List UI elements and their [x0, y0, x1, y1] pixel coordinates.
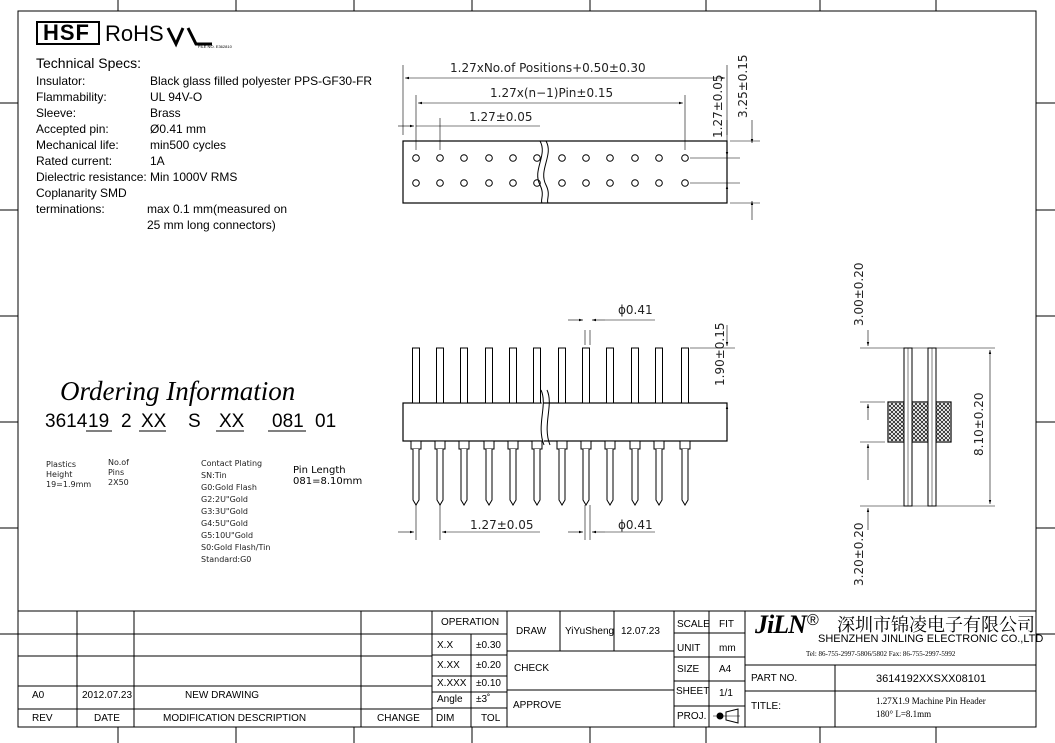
- spec-value: UL 94V-O: [150, 90, 203, 104]
- rohs-logo: RoHS: [105, 21, 164, 46]
- spec-value: Min 1000V RMS: [150, 170, 238, 184]
- ordering-note-line: S0:Gold Flash/Tin: [201, 543, 271, 552]
- tb-draw-date: 12.07.23: [621, 626, 660, 637]
- spec-label: Sleeve:: [36, 106, 77, 120]
- registered-mark: ®: [807, 612, 819, 629]
- ordering-code-part: 01: [315, 411, 337, 432]
- tb-drawer: YiYuSheng: [565, 626, 615, 637]
- ordering-note-line: Pin Length: [293, 465, 346, 476]
- rev-date-value: 2012.07.23: [82, 690, 133, 701]
- ordering-code-part: 081: [272, 411, 304, 432]
- dim-pin-diameter-bottom: ϕ0.41: [618, 518, 653, 532]
- dim-top-height: 1.90±0.15: [713, 322, 727, 386]
- dim-width: 3.25±0.15: [736, 54, 750, 118]
- ordering-note-line: Plastics: [46, 460, 77, 469]
- hsf-logo: HSF: [43, 20, 90, 45]
- tb-tol-label: TOL: [481, 713, 501, 724]
- tb-scale-value: FIT: [719, 619, 734, 630]
- spec-value: Brass: [150, 106, 181, 120]
- spec-label: Accepted pin:: [36, 122, 109, 136]
- ordering-code-part: 19: [88, 411, 110, 432]
- ordering-note-line: 081=8.10mm: [293, 476, 363, 487]
- ordering-contact-plating: [201, 458, 270, 566]
- company-name-cn: 深圳市锦凌电子有限公司: [837, 615, 1035, 636]
- company-contact: Tel: 86-755-2997-5806/5802 Fax: 86-755-2997-5992: [806, 650, 956, 658]
- dim-top-pitch: 1.27±0.05: [469, 110, 533, 124]
- tb-unit-label: UNIT: [677, 643, 701, 654]
- ordering-note-line: SN:Tin: [201, 471, 227, 480]
- tol-dim: X.X: [437, 640, 454, 651]
- dim-side-bottom: 3.20±0.20: [852, 522, 866, 586]
- ordering-note-line: G4:5U"Gold: [201, 519, 249, 528]
- tb-title-line1: 1.27X1.9 Machine Pin Header: [876, 696, 986, 706]
- dim-row-pitch: 1.27±0.05: [711, 74, 725, 138]
- tb-operation: OPERATION: [441, 617, 500, 628]
- ordering-note-line: G5:10U"Gold: [201, 531, 254, 540]
- ordering-note-line: 2X50: [108, 478, 129, 487]
- spec-label: Dielectric resistance:: [36, 170, 147, 184]
- spec-value: min500 cycles: [150, 138, 227, 152]
- ordering-note-line: G2:2U"Gold: [201, 495, 249, 504]
- ordering-code-part: S: [188, 411, 201, 432]
- dim-side-top: 3.00±0.20: [852, 262, 866, 326]
- tb-size-value: A4: [719, 664, 732, 675]
- spec-value: Ø0.41 mm: [150, 122, 207, 136]
- tb-sheet-value: 1/1: [719, 688, 733, 699]
- dim-pins-length: 1.27x(n−1)Pin±0.15: [490, 86, 614, 100]
- tb-change-label: CHANGE: [377, 713, 420, 724]
- tb-rev-label: REV: [32, 713, 53, 724]
- ul-file-number: FILE NO. E362810: [198, 44, 232, 49]
- ordering-title: Ordering Information: [60, 376, 296, 406]
- company-logo: JiLN: [755, 610, 806, 639]
- specs-title: Technical Specs:: [36, 55, 142, 71]
- rev-value: A0: [32, 690, 45, 701]
- tb-proj-label: PROJ.: [677, 711, 707, 722]
- tb-title-line2: 180° L=8.1mm: [876, 709, 932, 719]
- company-name-en: SHENZHEN JINLING ELECTRONIC CO.,LTD: [818, 633, 1044, 645]
- tb-title-label: TITLE:: [751, 701, 782, 712]
- dim-pin-diameter-top: ϕ0.41: [618, 303, 653, 317]
- ordering-note-line: Contact Plating: [201, 459, 263, 468]
- tol-dim: Angle: [437, 694, 463, 705]
- dim-total-length: 1.27xNo.of Positions+0.50±0.30: [450, 61, 646, 75]
- ordering-note-line: Height: [46, 470, 73, 479]
- front-view: [398, 320, 735, 540]
- tb-modification-label: MODIFICATION DESCRIPTION: [163, 713, 307, 724]
- spec-value: 25 mm long connectors): [147, 218, 276, 232]
- spec-label: Mechanical life:: [36, 138, 119, 152]
- ordering-plastics-height: [46, 460, 91, 490]
- tb-part-no: 3614192XXSXX08101: [876, 673, 987, 685]
- projection-icon: [713, 709, 740, 723]
- spec-label: Coplanarity SMD: [36, 186, 127, 200]
- tol-value: ±0.20: [476, 660, 501, 671]
- ordering-note-line: No.of: [108, 458, 129, 467]
- tb-unit-value: mm: [719, 643, 736, 654]
- tol-dim: X.XXX: [437, 678, 467, 689]
- ordering-code-part: XX: [219, 411, 245, 432]
- tb-approve-label: APPROVE: [513, 700, 562, 711]
- ordering-pin-count: [108, 458, 129, 488]
- ul-mark-icon: [168, 28, 212, 44]
- spec-label: Insulator:: [36, 74, 86, 88]
- ordering-note-line: Standard:G0: [201, 555, 252, 564]
- ordering-note-line: Pins: [108, 468, 125, 477]
- rev-description-value: NEW DRAWING: [185, 690, 260, 701]
- tb-check-label: CHECK: [514, 663, 550, 674]
- tb-scale-label: SCALE: [677, 619, 710, 630]
- tb-sheet-label: SHEET: [676, 686, 710, 697]
- tb-part-no-label: PART NO.: [751, 673, 798, 684]
- spec-value: Black glass filled polyester PPS-GF30-FR: [150, 74, 373, 88]
- ordering-note-line: G3:3U"Gold: [201, 507, 249, 516]
- spec-label: Flammability:: [36, 90, 107, 104]
- tb-dim-label: DIM: [436, 713, 455, 724]
- spec-value: 1A: [150, 154, 165, 168]
- ordering-code-part: 2: [121, 411, 132, 432]
- tol-value: ±0.30: [476, 640, 501, 651]
- tol-value: ±3˚: [476, 694, 491, 705]
- ordering-note-line: G0:Gold Flash: [201, 483, 257, 492]
- ordering-code-part: 3614: [45, 411, 88, 432]
- dim-bottom-pitch: 1.27±0.05: [470, 518, 534, 532]
- tol-dim: X.XX: [437, 660, 460, 671]
- ordering-note-line: 19=1.9mm: [46, 480, 92, 489]
- spec-value: max 0.1 mm(measured on: [147, 202, 288, 216]
- dim-side-total: 8.10±0.20: [972, 392, 986, 456]
- spec-label: terminations:: [36, 202, 105, 216]
- tb-draw-label: DRAW: [516, 626, 547, 637]
- tb-date-label: DATE: [94, 713, 120, 724]
- ordering-code-part: XX: [141, 411, 167, 432]
- tol-value: ±0.10: [476, 678, 501, 689]
- ordering-pin-length: [293, 465, 362, 487]
- spec-label: Rated current:: [36, 154, 113, 168]
- tb-size-label: SIZE: [677, 664, 700, 675]
